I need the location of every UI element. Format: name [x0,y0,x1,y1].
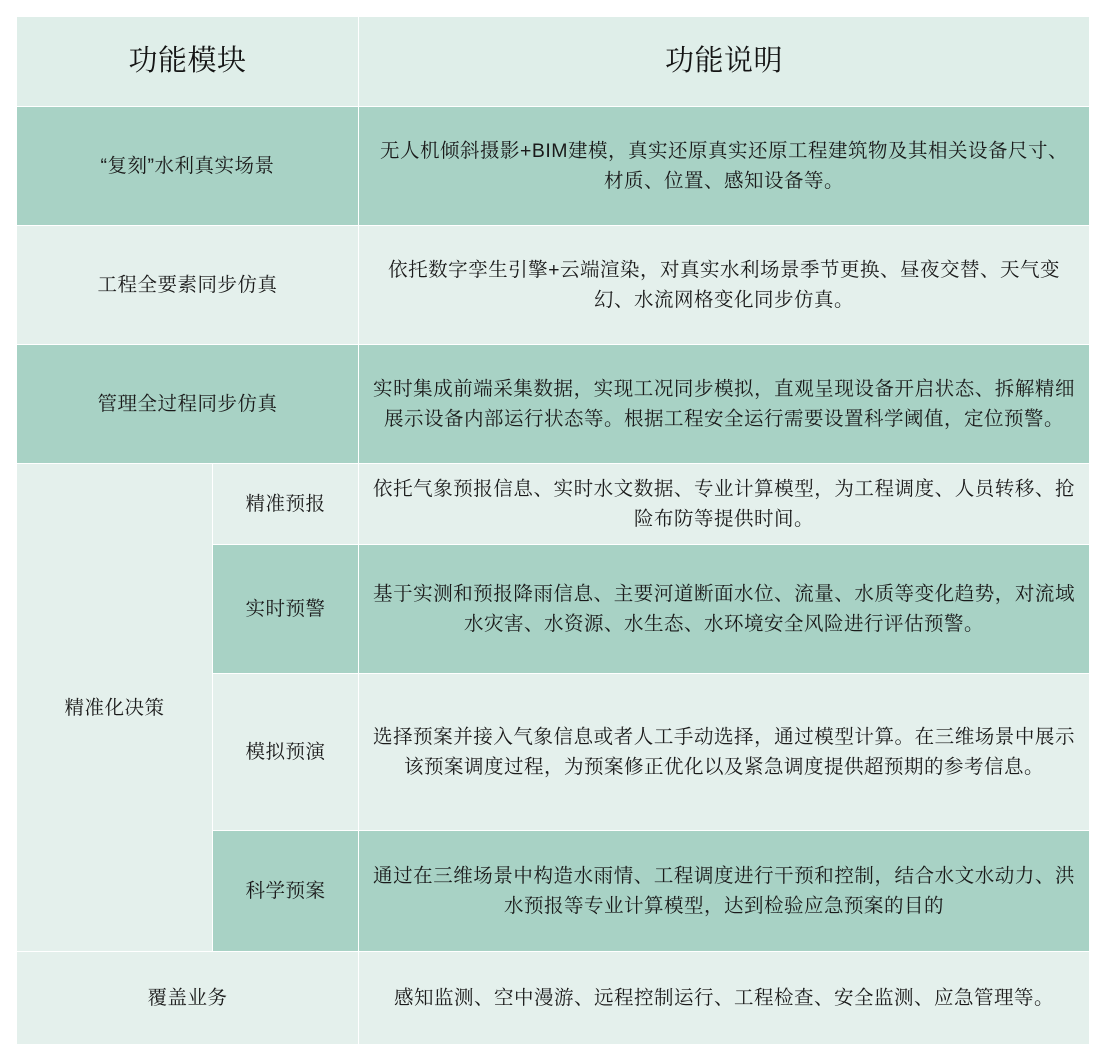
module-name: “复刻”水利真实场景 [17,106,359,225]
header-description: 功能说明 [359,17,1090,107]
table-row [17,463,1090,544]
module-description: 基于实测和预报降雨信息、主要河道断面水位、流量、水质等变化趋势，对流域水灾害、水资源、水生态、水环境安全风险进行评估预警。 [359,545,1090,674]
module-description: 无人机倾斜摄影+BIM建模，真实还原真实还原工程建筑物及其相关设备尺寸、材质、位置、感知设备等。 [359,106,1090,225]
submodule-name: 科学预案 [213,831,359,952]
table-row [17,952,1090,1045]
submodule-name: 实时预警 [213,545,359,674]
table-row [17,225,1090,344]
submodule-name: 模拟预演 [213,674,359,831]
function-module-table [16,16,1090,1045]
module-description: 依托气象预报信息、实时水文数据、专业计算模型，为工程调度、人员转移、抢险布防等提供时间。 [359,463,1090,544]
module-name: 管理全过程同步仿真 [17,344,359,463]
module-name: 精准化决策 [17,463,213,951]
header-module: 功能模块 [17,17,359,107]
table-row [17,344,1090,463]
module-description: 选择预案并接入气象信息或者人工手动选择，通过模型计算。在三维场景中展示该预案调度过程，为预案修正优化以及紧急调度提供超预期的参考信息。 [359,674,1090,831]
module-description: 实时集成前端采集数据，实现工况同步模拟，直观呈现设备开启状态、拆解精细展示设备内部运行状态等。根据工程安全运行需要设置科学阈值，定位预警。 [359,344,1090,463]
module-description: 依托数字孪生引擎+云端渲染，对真实水利场景季节更换、昼夜交替、天气变幻、水流网格变化同步仿真。 [359,225,1090,344]
table-header-row [17,17,1090,107]
module-name: 覆盖业务 [17,952,359,1045]
submodule-name: 精准预报 [213,463,359,544]
module-description: 通过在三维场景中构造水雨情、工程调度进行干预和控制，结合水文水动力、洪水预报等专业计算模型，达到检验应急预案的目的 [359,831,1090,952]
module-description: 感知监测、空中漫游、远程控制运行、工程检查、安全监测、应急管理等。 [359,952,1090,1045]
table-row [17,106,1090,225]
module-name: 工程全要素同步仿真 [17,225,359,344]
